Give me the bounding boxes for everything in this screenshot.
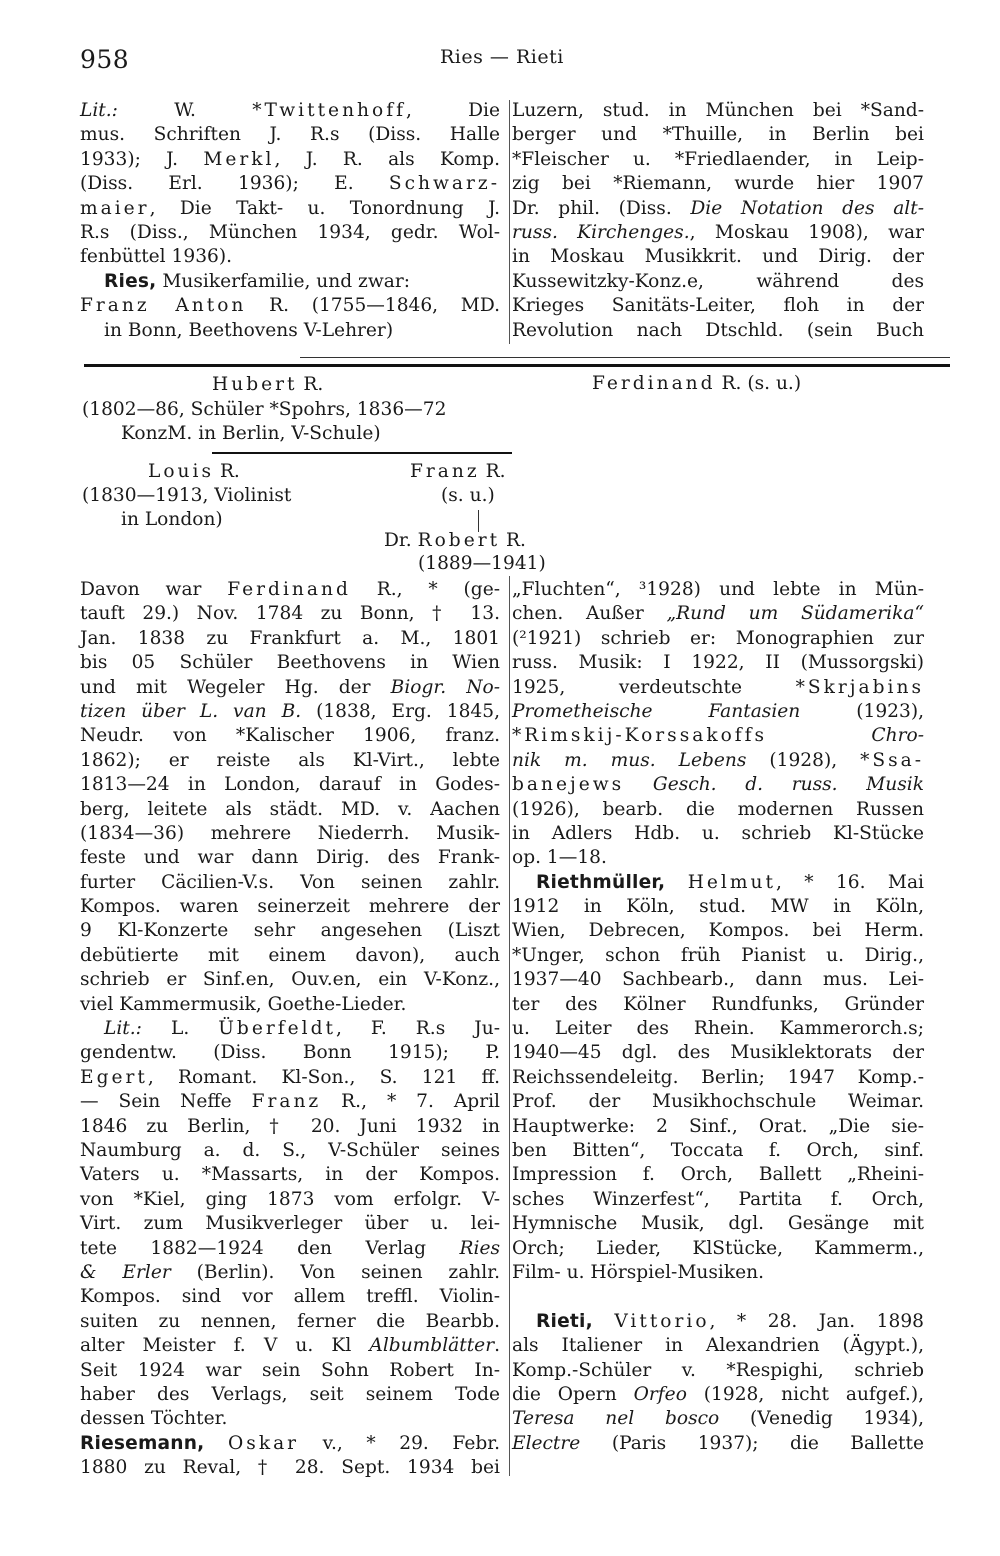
text-run: Electre xyxy=(512,1432,581,1454)
left-column-bottom xyxy=(80,578,500,1480)
text-run: R. (1755—1846, MD. xyxy=(246,295,500,317)
text-run: Lit.: xyxy=(104,1018,142,1040)
tree-robert-info-1: (1889—1941) xyxy=(418,553,546,574)
text-line xyxy=(512,294,924,318)
text-line xyxy=(512,123,924,147)
text-run: 1862); er reiste als Kl-Virt., lebte xyxy=(80,749,500,771)
text-run: 1846 zu Berlin, † 20. Juni 1932 in xyxy=(80,1115,500,1137)
text-run: suiten zu nennen, ferner die Bearbb. xyxy=(80,1310,500,1332)
text-run: in Moskau Musikkrit. und Dirig. der xyxy=(512,246,924,268)
text-run: Vittorio xyxy=(614,1310,710,1332)
text-run: *Skrjabins xyxy=(795,676,924,698)
text-line xyxy=(80,319,500,343)
text-line xyxy=(512,99,924,123)
tree-louis-name: Louis xyxy=(148,461,215,482)
text-run: R.s (Diss., München 1934, gedr. Wol- xyxy=(80,221,500,243)
text-line xyxy=(80,172,500,196)
text-line xyxy=(80,822,500,846)
tree-robert-dr: Dr. xyxy=(384,530,412,551)
text-run xyxy=(204,1433,228,1454)
text-line xyxy=(80,1115,500,1139)
text-run: 1813—24 in London, darauf in Godes- xyxy=(80,774,500,796)
text-line xyxy=(512,773,924,797)
text-line xyxy=(512,1066,924,1090)
text-run: (Venedig 1934), xyxy=(719,1408,924,1430)
text-run: „Rund um Südamerika“ xyxy=(666,603,924,625)
text-line xyxy=(512,798,924,822)
text-run: chen. Außer xyxy=(512,603,667,625)
text-run: , * 28. Jan. 1898 xyxy=(709,1310,924,1332)
text-run: & Erler xyxy=(80,1261,171,1283)
tree-robert-name: Robert xyxy=(417,530,501,551)
tree-ferdinand-rest: R. (s. u.) xyxy=(721,373,802,394)
column-divider-top xyxy=(509,100,510,344)
text-line xyxy=(80,798,500,822)
text-line xyxy=(512,724,924,748)
text-run: W. xyxy=(117,100,253,121)
text-run: Franz xyxy=(251,1091,322,1113)
text-line xyxy=(512,1237,924,1261)
text-run: von *Kiel, ging 1873 vom erfolgr. V- xyxy=(80,1188,500,1210)
text-run: russ. Musik: I 1922, II (Mussorgski) xyxy=(512,652,924,674)
text-run: *Twittenhoff xyxy=(252,100,406,121)
text-line xyxy=(80,1163,500,1187)
tree-franz xyxy=(410,460,506,484)
text-line xyxy=(80,1456,500,1480)
text-run: ter des Kölner Rundfunks, Gründer xyxy=(512,993,924,1015)
text-run: Riesemann, xyxy=(80,1432,205,1454)
text-run: Die Notation des alt- xyxy=(690,197,924,219)
text-line xyxy=(80,1261,500,1285)
text-run: Rieti, xyxy=(536,1310,593,1332)
text-line xyxy=(512,1090,924,1114)
text-line xyxy=(512,1407,924,1431)
text-run: v., * 29. Febr. xyxy=(299,1432,500,1454)
text-run: (1834—36) mehrere Niederrh. Musik- xyxy=(80,822,500,844)
text-line xyxy=(80,773,500,797)
text-run: 1925, verdeutschte xyxy=(512,676,796,698)
tree-ferdinand-name: Ferdinand xyxy=(592,373,716,394)
text-line xyxy=(512,700,924,724)
text-line xyxy=(80,846,500,870)
text-line xyxy=(512,1017,924,1041)
text-run: alter Meister f. V u. Kl xyxy=(80,1335,370,1357)
text-run: Albumblätter xyxy=(369,1335,495,1357)
tree-louis-info-1: (1830—1913, Violinist xyxy=(82,485,292,506)
text-run: Kussewitzky-Konz.e, während des xyxy=(512,270,924,292)
tree-robert-r: R. xyxy=(505,530,526,551)
text-run: , Die xyxy=(405,100,500,121)
text-line xyxy=(512,993,924,1017)
text-run: fenbüttel 1936). xyxy=(80,246,233,268)
text-run: *Unger, schon früh Pianist u. Dirig., xyxy=(512,944,924,966)
text-run: sches Winzerfest“, Partita f. Orch, xyxy=(512,1188,924,1210)
text-line xyxy=(512,270,924,294)
text-line xyxy=(512,319,924,343)
text-line xyxy=(80,1334,500,1358)
text-line xyxy=(80,1407,500,1431)
text-line xyxy=(512,221,924,245)
text-line xyxy=(80,749,500,773)
text-run: , Die Takt- u. Tonordnung J. xyxy=(149,197,500,219)
text-line xyxy=(80,602,500,626)
text-run: (1926), bearb. die modernen Russen xyxy=(512,798,924,820)
text-line xyxy=(80,1139,500,1163)
text-run: berg, leitete als städt. MD. v. Aachen xyxy=(80,798,500,820)
text-line xyxy=(512,895,924,919)
text-run: Oskar xyxy=(228,1432,300,1454)
text-run: Biogr. No- xyxy=(390,676,501,698)
text-run: Jan. 1838 zu Frankfurt a. M., 1801 xyxy=(80,627,500,649)
text-line xyxy=(512,1139,924,1163)
text-line xyxy=(512,602,924,626)
text-run: schrieb er Sinf.en, Ouv.en, ein V-Konz., xyxy=(80,969,500,991)
text-line xyxy=(512,749,924,773)
text-line xyxy=(80,294,500,318)
text-line xyxy=(80,1237,500,1261)
text-run: R., * (ge- xyxy=(350,579,500,600)
text-line xyxy=(80,1017,500,1041)
text-run: nik m. mus. Lebens xyxy=(512,749,747,771)
tree-franz-r: R. xyxy=(485,461,506,482)
text-run: mus. Schriften J. R.s (Diss. Halle xyxy=(80,124,500,146)
text-line xyxy=(512,846,924,870)
text-run: 1937—40 Sachbearb., dann mus. Lei- xyxy=(512,969,924,991)
text-run: Chro- xyxy=(871,725,924,747)
text-run: Dr. phil. (Diss. xyxy=(512,197,691,219)
tree-hubert-info-2: KonzM. in Berlin, V-Schule) xyxy=(121,423,381,444)
text-line xyxy=(80,627,500,651)
text-run: Orch; Lieder, KlStücke, Kammerm., xyxy=(512,1237,924,1259)
text-run: als Italiener in Alexandrien (Ägypt.), xyxy=(512,1335,924,1357)
text-line xyxy=(512,197,924,221)
text-run: bis 05 Schüler Beethovens in Wien xyxy=(80,652,500,674)
text-run: Revolution nach Dtschld. (sein Buch xyxy=(512,319,924,341)
text-run: haber des Verlags, seit seinem Tode xyxy=(80,1383,500,1405)
column-divider-bottom xyxy=(509,576,510,1476)
text-line xyxy=(80,148,500,172)
text-run: furter Cäcilien-V.s. Von seinen zahlr. xyxy=(80,871,500,893)
text-run: *Rimskij-Korssakoffs xyxy=(512,725,768,747)
right-column-top xyxy=(512,99,924,343)
text-run: Seit 1924 war sein Sohn Robert In- xyxy=(80,1359,500,1381)
tree-hubert xyxy=(212,373,323,397)
tree-rule-top xyxy=(84,364,950,367)
text-run: *Fleischer u. *Friedlaender, in Leip- xyxy=(512,148,924,170)
text-run: berger und *Thuille, in Berlin bei xyxy=(512,124,924,146)
text-run: Neudr. von *Kalischer 1906, franz. xyxy=(80,725,500,747)
right-column-bottom xyxy=(512,578,924,1456)
text-run: (1923), xyxy=(800,700,925,722)
tree-hubert-info-1: (1802—86, Schüler *Spohrs, 1836—72 xyxy=(82,399,447,420)
text-run xyxy=(767,725,871,746)
text-run: Wien, Debrecen, Kompos. bei Herm. xyxy=(512,920,924,942)
text-line xyxy=(80,944,500,968)
text-run: R., * 7. April xyxy=(321,1091,500,1113)
tree-franz-info-1: (s. u.) xyxy=(441,485,495,506)
text-line xyxy=(512,1188,924,1212)
text-run: Film- u. Hörspiel-Musiken. xyxy=(512,1261,764,1283)
text-line xyxy=(512,627,924,651)
text-line xyxy=(512,578,924,602)
tree-louis-info-2: in London) xyxy=(121,509,223,530)
text-run: Helmut xyxy=(687,871,776,893)
text-line xyxy=(80,1041,500,1065)
text-run: 1940—45 dgl. des Musiklektorats der xyxy=(512,1042,924,1064)
text-run: feste und war dann Dirig. des Frank- xyxy=(80,847,500,869)
text-run: . xyxy=(494,1335,500,1357)
text-run: Impression f. Orch, Ballett „Rheini- xyxy=(512,1164,924,1186)
text-line xyxy=(512,245,924,269)
text-run: Franz Anton xyxy=(80,295,247,317)
text-line xyxy=(512,148,924,172)
text-run: u. Leiter des Rhein. Kammerorch.s; xyxy=(512,1018,924,1040)
text-line xyxy=(512,1212,924,1236)
text-run: Kompos. sind vor allem treffl. Violin- xyxy=(80,1286,500,1308)
text-run: Riethmüller, xyxy=(536,871,666,893)
text-run: „Fluchten“, ³1928) und lebte in Mün- xyxy=(512,579,924,600)
text-run: tauft 29.) Nov. 1784 zu Bonn, † 13. xyxy=(80,603,500,625)
text-run: 1880 zu Reval, † 28. Sept. 1934 bei xyxy=(80,1457,500,1479)
text-line xyxy=(512,651,924,675)
text-run: (Berlin). Von seinen zahlr. xyxy=(170,1261,500,1283)
text-line xyxy=(80,1383,500,1407)
text-run: Virt. zum Musikverleger über u. lei- xyxy=(80,1213,500,1235)
text-run xyxy=(624,774,653,795)
tree-rule-top-upper xyxy=(300,357,950,358)
text-line xyxy=(80,1212,500,1236)
text-line xyxy=(512,968,924,992)
text-run: 1933); J. xyxy=(80,148,204,170)
text-line xyxy=(512,1115,924,1139)
text-line xyxy=(512,1334,924,1358)
text-run: banejews xyxy=(512,774,625,796)
text-line xyxy=(80,676,500,700)
text-run xyxy=(593,1311,614,1332)
text-line xyxy=(512,822,924,846)
text-run: — Sein Neffe xyxy=(80,1091,252,1113)
tree-hubert-name: Hubert xyxy=(212,374,298,395)
text-line xyxy=(80,895,500,919)
text-run: , Moskau 1908), war xyxy=(689,221,924,243)
text-run: Gesch. d. russ. Musik xyxy=(652,774,924,796)
text-run: Naumburg a. d. S., V-Schüler seines xyxy=(80,1139,500,1161)
text-run: ben Bitten“, Toccata f. Orch, sinf. xyxy=(512,1139,924,1161)
text-run: debütierte mit einem davon), auch xyxy=(80,944,500,966)
text-line xyxy=(80,651,500,675)
text-run: Krieges Sanitäts-Leiter, floh in der xyxy=(512,295,924,317)
text-line xyxy=(512,172,924,196)
text-run: in Adlers Hdb. u. schrieb Kl-Stücke xyxy=(512,822,924,844)
text-run: op. 1—18. xyxy=(512,847,607,869)
text-line xyxy=(80,197,500,221)
text-line xyxy=(80,99,500,123)
text-run: *Ssa- xyxy=(860,749,925,771)
text-run: Hauptwerke: 2 Sinf., Orat. „Die sie- xyxy=(512,1115,924,1137)
tree-hubert-r: R. xyxy=(303,374,324,395)
text-line xyxy=(512,1359,924,1383)
text-run: Ferdinand xyxy=(227,579,351,600)
text-run: Teresa nel bosco xyxy=(512,1408,720,1430)
text-line xyxy=(512,676,924,700)
text-run: , Romant. Kl-Son., S. 121 ff. xyxy=(147,1066,500,1088)
text-run: Hymnische Musik, dgl. Gesänge mit xyxy=(512,1213,924,1235)
text-run: viel Kammermusik, Goethe-Lieder. xyxy=(80,993,407,1015)
text-run: Egert xyxy=(80,1066,148,1088)
text-line xyxy=(80,1090,500,1114)
text-line xyxy=(80,578,500,602)
tree-rule-middle xyxy=(212,452,512,454)
text-run: Reichssendeleitg. Berlin; 1947 Komp.- xyxy=(512,1066,924,1088)
text-run: gendentw. (Diss. Bonn 1915); P. xyxy=(80,1042,500,1064)
text-line xyxy=(80,700,500,724)
text-run: 9 Kl-Konzerte sehr angesehen (Liszt xyxy=(80,920,500,942)
text-line xyxy=(512,1285,924,1309)
text-run: Davon war xyxy=(80,579,228,600)
tree-louis xyxy=(148,460,240,484)
text-run: tizen über L. van B. xyxy=(80,700,302,722)
page-number: 958 xyxy=(80,45,130,74)
text-run: 1912 in Köln, stud. MW in Köln, xyxy=(512,896,924,918)
text-line xyxy=(80,1066,500,1090)
tree-robert xyxy=(384,529,526,553)
text-run: (Diss. Erl. 1936); E. xyxy=(80,173,389,195)
text-line xyxy=(80,1432,500,1456)
text-line xyxy=(80,245,500,269)
text-run: L. xyxy=(141,1018,219,1040)
text-run xyxy=(665,872,687,893)
text-run: in Bonn, Beethovens V-Lehrer) xyxy=(104,319,394,341)
text-line xyxy=(512,1163,924,1187)
text-run: (Paris 1937); die Ballette xyxy=(580,1432,924,1454)
text-line xyxy=(512,1310,924,1334)
text-run: die Opern xyxy=(512,1383,634,1405)
text-line xyxy=(80,1359,500,1383)
left-column-top xyxy=(80,99,500,343)
text-line xyxy=(80,993,500,1017)
text-run: Ries xyxy=(459,1237,500,1259)
tree-ferdinand xyxy=(592,372,801,396)
running-title: Ries — Rieti xyxy=(440,46,564,68)
text-line xyxy=(80,968,500,992)
tree-franz-name: Franz xyxy=(410,461,480,482)
tree-louis-r: R. xyxy=(219,461,240,482)
text-run: tete 1882—1924 den Verlag xyxy=(80,1237,460,1259)
text-line xyxy=(80,270,500,294)
text-run: (²1921) schrieb er: Monographien zur xyxy=(512,627,924,649)
text-run: dessen Töchter. xyxy=(80,1408,228,1430)
text-run: Prof. der Musikhochschule Weimar. xyxy=(512,1091,924,1113)
text-run: , F. R.s Ju- xyxy=(335,1018,500,1040)
text-line xyxy=(80,221,500,245)
text-run: und mit Wegeler Hg. der xyxy=(80,676,391,698)
text-line xyxy=(80,1285,500,1309)
text-run: Musikerfamilie, und zwar: xyxy=(156,270,410,292)
text-line xyxy=(512,1383,924,1407)
text-run: Luzern, stud. in München bei *Sand- xyxy=(512,100,924,121)
text-line xyxy=(512,1041,924,1065)
text-run: Merkl xyxy=(203,148,275,170)
text-run: Überfeldt xyxy=(218,1018,336,1040)
text-line xyxy=(80,871,500,895)
text-line xyxy=(80,724,500,748)
text-run: (1928), xyxy=(746,749,861,771)
text-run: Kompos. waren seinerzeit mehrere der xyxy=(80,896,500,918)
text-run: (1928, nicht aufgef.), xyxy=(686,1383,925,1405)
text-run: Vaters u. *Massarts, in der Kompos. xyxy=(80,1164,500,1186)
text-run: Schwarz- xyxy=(388,173,500,195)
text-run: Orfeo xyxy=(633,1383,687,1405)
text-line xyxy=(80,123,500,147)
text-run: zig bei *Riemann, wurde hier 1907 xyxy=(512,173,924,195)
text-line xyxy=(512,1261,924,1285)
text-line xyxy=(512,919,924,943)
text-run: Komp.-Schüler v. *Respighi, schrieb xyxy=(512,1359,924,1381)
text-line xyxy=(512,1432,924,1456)
text-run: Lit.: xyxy=(80,100,118,121)
text-run: Prometheische Fantasien xyxy=(512,700,801,722)
text-line xyxy=(80,919,500,943)
text-line xyxy=(512,871,924,895)
text-run: russ. Kirchenges. xyxy=(512,221,690,243)
text-run: maier xyxy=(80,197,150,219)
text-run: , J. R. als Komp. xyxy=(274,148,500,170)
text-line xyxy=(80,1310,500,1334)
text-line xyxy=(80,1188,500,1212)
text-run: Ries, xyxy=(104,270,157,292)
text-line xyxy=(512,944,924,968)
text-run: , * 16. Mai xyxy=(775,871,924,893)
text-run: (1838, Erg. 1845, xyxy=(301,700,500,722)
